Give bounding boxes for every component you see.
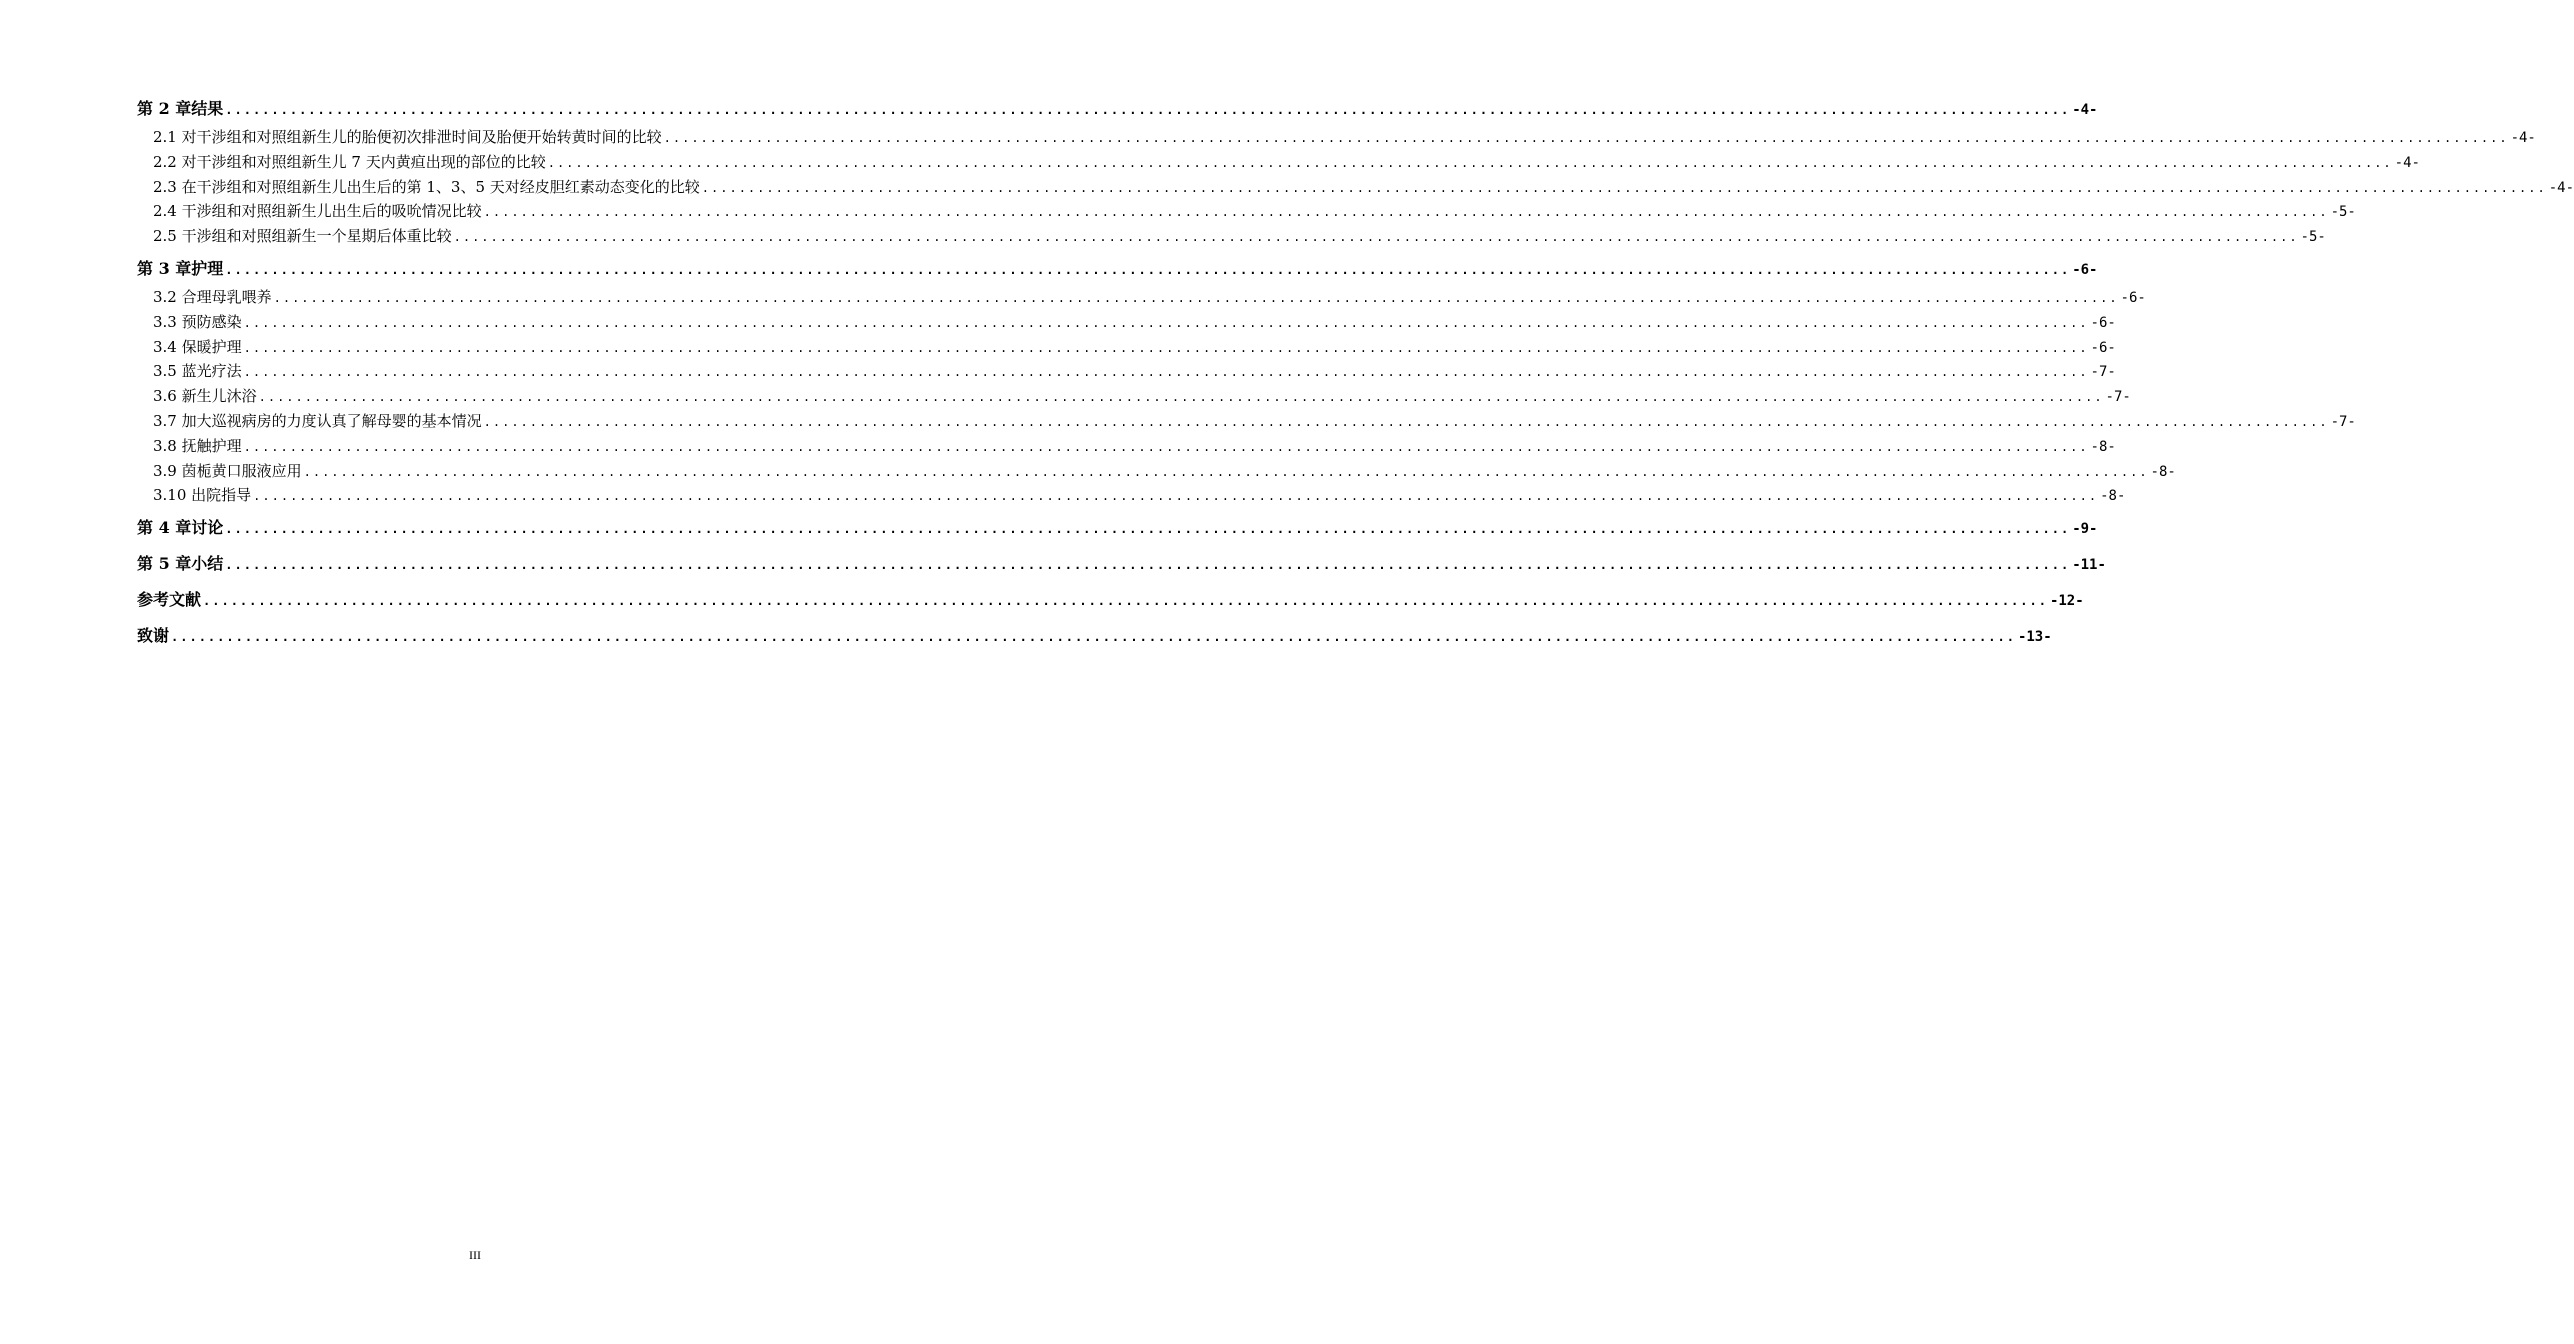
toc-entry-page: -8- — [2090, 438, 2116, 455]
toc-entry[interactable] — [137, 552, 2106, 580]
toc-entry[interactable] — [137, 384, 2131, 409]
toc-dot-leader: ........................................................................................................................................................................................................ — [225, 103, 2071, 117]
toc-entry-title: 3.4 保暖护理 — [153, 337, 242, 356]
toc-dot-leader: ........................................................................................................................................................................................................ — [701, 180, 2547, 195]
toc-entry-title: 2.2 对干涉组和对照组新生儿 7 天内黄疸出现的部位的比较 — [153, 152, 546, 171]
toc-entry[interactable] — [137, 483, 2126, 508]
toc-dot-leader: ........................................................................................................................................................................................................ — [253, 489, 2099, 504]
toc-entry-page: -4- — [2394, 154, 2420, 171]
toc-entry-title: 2.1 对干涉组和对照组新生儿的胎便初次排泄时间及胎便开始转黄时间的比较 — [153, 128, 662, 146]
toc-entry-title: 3.2 合理母乳喂养 — [153, 287, 272, 306]
toc-entry-page: -8- — [2100, 488, 2126, 505]
toc-entry[interactable] — [137, 199, 2356, 224]
toc-entry-page: -13- — [2017, 629, 2052, 646]
toc-dot-leader: ........................................................................................................................................................................................................ — [203, 594, 2048, 609]
toc-entry-page: -6- — [2090, 339, 2116, 356]
toc-entry[interactable] — [137, 624, 2052, 652]
toc-entry[interactable] — [137, 224, 2326, 249]
toc-entry[interactable] — [137, 516, 2098, 544]
toc-entry-page: -5- — [2330, 204, 2356, 221]
toc-entry-title: 2.3 在干涉组和对照组新生儿出生后的第 1、3、5 天对经皮胆红素动态变化的比较 — [153, 177, 700, 196]
toc-entry-page: -4- — [2510, 130, 2536, 146]
toc-dot-leader: ........................................................................................................................................................................................................ — [225, 522, 2071, 537]
toc-entry-title: 致谢 — [137, 626, 170, 646]
toc-entry-title: 第 5 章小结 — [137, 554, 224, 574]
toc-dot-leader: ........................................................................................................................................................................................................ — [225, 558, 2071, 573]
toc-dot-leader: ........................................................................................................................................................................................................ — [483, 414, 2329, 429]
toc-entry[interactable] — [137, 409, 2356, 434]
toc-dot-leader: ........................................................................................................................................................................................................ — [303, 464, 2149, 479]
toc-dot-leader: ........................................................................................................................................................................................................ — [483, 205, 2329, 220]
toc-dot-leader: ........................................................................................................................................................................................................ — [273, 290, 2119, 305]
toc-entry-title: 第 4 章讨论 — [137, 518, 224, 538]
toc-entry-page: -12- — [2049, 593, 2084, 610]
toc-entry[interactable] — [137, 97, 2098, 125]
toc-entry-title: 3.3 预防感染 — [153, 312, 242, 331]
toc-entry[interactable] — [137, 257, 2098, 285]
toc-entry[interactable] — [137, 335, 2116, 360]
toc-dot-leader: ........................................................................................................................................................................................................ — [243, 315, 2089, 330]
toc-dot-leader: ........................................................................................................................................................................................................ — [243, 365, 2089, 380]
toc-entry-title: 3.7 加大巡视病房的力度认真了解母婴的基本情况 — [153, 411, 482, 430]
table-of-contents — [137, 97, 2574, 652]
toc-entry-page: -4- — [2548, 179, 2574, 196]
toc-dot-leader: ........................................................................................................................................................................................................ — [258, 390, 2104, 405]
toc-entry[interactable] — [137, 588, 2084, 616]
toc-dot-leader: ........................................................................................................................................................................................................ — [243, 340, 2089, 355]
toc-entry-title: 2.5 干涉组和对照组新生一个星期后体重比较 — [153, 227, 452, 246]
toc-entry-page: -6- — [2072, 261, 2098, 278]
toc-entry-title: 第 2 章结果 — [137, 99, 224, 118]
toc-entry-title: 3.10 出院指导 — [153, 486, 252, 505]
toc-dot-leader: ........................................................................................................................................................................................................ — [171, 630, 2016, 645]
toc-entry[interactable] — [137, 285, 2146, 310]
toc-entry[interactable] — [137, 359, 2116, 384]
page-number: III — [469, 1248, 481, 1262]
toc-entry[interactable] — [137, 459, 2176, 484]
toc-entry-page: -11- — [2072, 557, 2106, 574]
toc-entry[interactable] — [137, 175, 2574, 200]
toc-entry[interactable] — [137, 434, 2116, 459]
toc-entry-page: -4- — [2072, 102, 2098, 118]
toc-entry-page: -5- — [2300, 229, 2326, 246]
toc-entry-title: 3.9 茵栀黄口服液应用 — [153, 461, 302, 480]
toc-entry-title: 3.8 抚触护理 — [153, 436, 242, 455]
toc-dot-leader: ........................................................................................................................................................................................................ — [225, 262, 2071, 277]
toc-entry[interactable] — [137, 125, 2536, 150]
toc-dot-leader: ........................................................................................................................................................................................................ — [663, 131, 2509, 145]
toc-dot-leader: ........................................................................................................................................................................................................ — [243, 439, 2089, 454]
toc-entry[interactable] — [137, 150, 2420, 175]
toc-entry-title: 2.4 干涉组和对照组新生儿出生后的吸吮情况比较 — [153, 202, 482, 221]
toc-entry-page: -7- — [2330, 413, 2356, 430]
toc-dot-leader: ........................................................................................................................................................................................................ — [547, 155, 2393, 170]
toc-entry-page: -9- — [2072, 521, 2098, 538]
toc-entry-page: -6- — [2090, 314, 2116, 331]
toc-entry-title: 第 3 章护理 — [137, 258, 224, 278]
toc-entry-title: 3.5 蓝光疗法 — [153, 362, 242, 381]
toc-entry-page: -8- — [2150, 463, 2176, 480]
toc-entry-title: 3.6 新生儿沐浴 — [153, 387, 257, 406]
toc-entry-page: -7- — [2105, 389, 2131, 406]
toc-entry-title: 参考文献 — [137, 590, 202, 610]
toc-entry[interactable] — [137, 310, 2116, 335]
toc-entry-page: -7- — [2090, 364, 2116, 381]
toc-entry-page: -6- — [2120, 289, 2146, 306]
toc-dot-leader: ........................................................................................................................................................................................................ — [453, 230, 2299, 245]
